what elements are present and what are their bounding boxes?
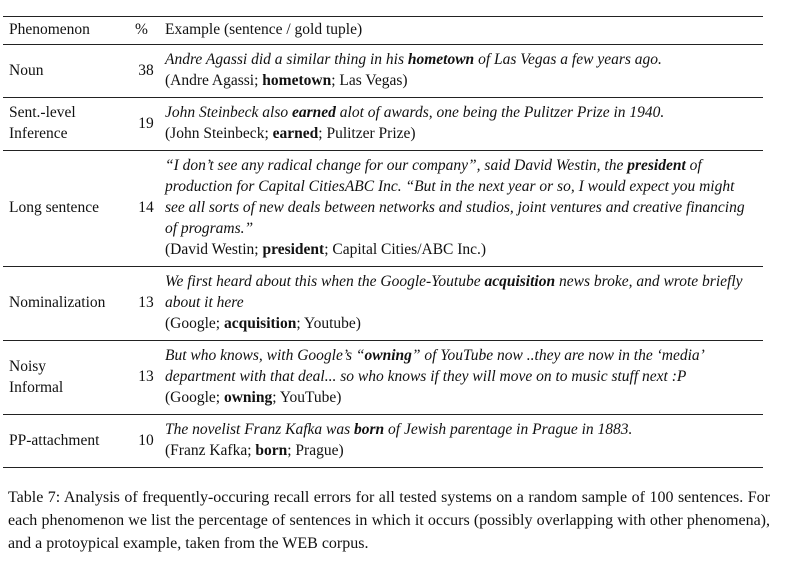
- table-row: [3, 45, 763, 98]
- percent-cell: 19: [133, 98, 159, 151]
- example-cell: [159, 151, 763, 267]
- table-row: [3, 151, 763, 267]
- percent-cell: 10: [133, 415, 159, 468]
- tuple-text: ; Las Vegas): [331, 72, 408, 89]
- tuple-text: (David Westin;: [165, 241, 263, 258]
- sentence-text: of production for Capital CitiesABC Inc. “But in the next year or so, I would expect you might see all sorts of new deals between networks and studios, joint ventures and creative financing of programs.”: [165, 157, 745, 237]
- sentence-text: The novelist Franz Kafka was: [165, 421, 355, 438]
- tuple-text: (Google;: [165, 315, 224, 332]
- tuple-relation: born: [255, 442, 288, 459]
- gold-tuple: [165, 440, 757, 461]
- example-cell: [159, 415, 763, 468]
- tuple-text: ; Youtube): [296, 315, 361, 332]
- tuple-text: (Franz Kafka;: [165, 442, 256, 459]
- gold-tuple: [165, 239, 757, 260]
- sentence-text: We first heard about this when the Google-Youtube: [165, 273, 485, 290]
- tuple-text: ; Prague): [287, 442, 344, 459]
- gold-tuple: [165, 313, 757, 334]
- table-header-row: [3, 17, 763, 45]
- tuple-relation: president: [262, 241, 325, 258]
- phenomenon-label: Long sentence: [9, 199, 99, 216]
- phenomenon-label: Noun: [9, 61, 44, 79]
- phenomenon-label: Sent.-level: [9, 104, 76, 121]
- example-sentence: [165, 419, 757, 440]
- relation-word: president: [627, 157, 686, 174]
- sentence-text: of Las Vegas a few years ago.: [474, 51, 662, 68]
- tuple-text: ; Capital Cities/ABC Inc.): [324, 241, 487, 258]
- tuple-text: (John Steinbeck;: [165, 125, 273, 142]
- tuple-text: (Andre Agassi;: [165, 72, 263, 89]
- relation-word: acquisition: [484, 273, 556, 290]
- percent-cell: 38: [133, 45, 159, 98]
- recall-error-table: [3, 16, 763, 468]
- example-sentence: [165, 345, 757, 387]
- sentence-text: alot of awards, one being the Pulitzer Prize in 1940.: [335, 104, 665, 121]
- tuple-text: ; Pulitzer Prize): [318, 125, 416, 142]
- phenomenon-cell: [3, 415, 133, 468]
- sentence-text: of Jewish parentage in Prague in 1883.: [384, 421, 633, 438]
- phenomenon-label: Nominalization: [9, 294, 106, 311]
- relation-word: earned: [291, 104, 336, 121]
- table-row: [3, 98, 763, 151]
- tuple-text: (Google;: [165, 389, 224, 406]
- tuple-relation: earned: [272, 125, 319, 142]
- table-row: [3, 415, 763, 468]
- sentence-text: news broke, and wrote briefly about it here: [165, 273, 743, 311]
- sentence-text: “I don’t see any radical change for our company”, said David Westin, the: [165, 157, 628, 174]
- phenomenon-cell: [3, 98, 133, 151]
- gold-tuple: [165, 70, 757, 91]
- phenomenon-cell: [3, 45, 133, 98]
- example-sentence: [165, 155, 757, 239]
- phenomenon-label: Inference: [9, 125, 68, 142]
- gold-tuple: [165, 123, 757, 144]
- table-caption: Table 7: Analysis of frequently-occuring recall errors for all tested systems on a random sample of 100 sentences. For each phenomenon we list the percentage of sentences in which it occurs (possibly overlapping with other phenomena), and a protoypical example, taken from the WEB corpus.: [8, 489, 770, 552]
- phenomenon-label: PP-attachment: [9, 431, 100, 449]
- relation-word: born: [354, 421, 385, 438]
- percent-cell: 13: [133, 341, 159, 415]
- tuple-text: ; YouTube): [272, 389, 342, 406]
- sentence-text: But who knows, with Google’s “: [165, 347, 365, 364]
- example-sentence: [165, 102, 757, 123]
- header-example: Example (sentence / gold tuple): [159, 17, 763, 45]
- relation-word: hometown: [407, 51, 475, 68]
- percent-cell: 14: [133, 151, 159, 267]
- phenomenon-label: Informal: [9, 378, 64, 396]
- example-cell: [159, 98, 763, 151]
- example-cell: [159, 341, 763, 415]
- percent-cell: 13: [133, 267, 159, 341]
- phenomenon-cell: [3, 151, 133, 267]
- header-percent: %: [133, 17, 159, 45]
- tuple-relation: hometown: [262, 72, 332, 89]
- sentence-text: John Steinbeck also: [165, 104, 292, 121]
- table-row: [3, 267, 763, 341]
- table-body: [3, 45, 763, 468]
- example-sentence: [165, 49, 757, 70]
- tuple-relation: owning: [223, 389, 273, 406]
- tuple-relation: acquisition: [223, 315, 297, 332]
- table-row: [3, 341, 763, 415]
- example-cell: [159, 267, 763, 341]
- header-phenomenon: Phenomenon: [3, 17, 133, 45]
- gold-tuple: [165, 387, 757, 408]
- phenomenon-cell: [3, 267, 133, 341]
- example-cell: [159, 45, 763, 98]
- sentence-text: Andre Agassi did a similar thing in his: [165, 51, 408, 68]
- sentence-text: ” of YouTube now ..they are now in the ‘media’ department with that deal... so who knows if they will move on to music stuff next :P: [165, 347, 704, 385]
- phenomenon-cell: [3, 341, 133, 415]
- phenomenon-label: Noisy: [9, 357, 47, 375]
- relation-word: owning: [364, 347, 412, 364]
- example-sentence: [165, 271, 757, 313]
